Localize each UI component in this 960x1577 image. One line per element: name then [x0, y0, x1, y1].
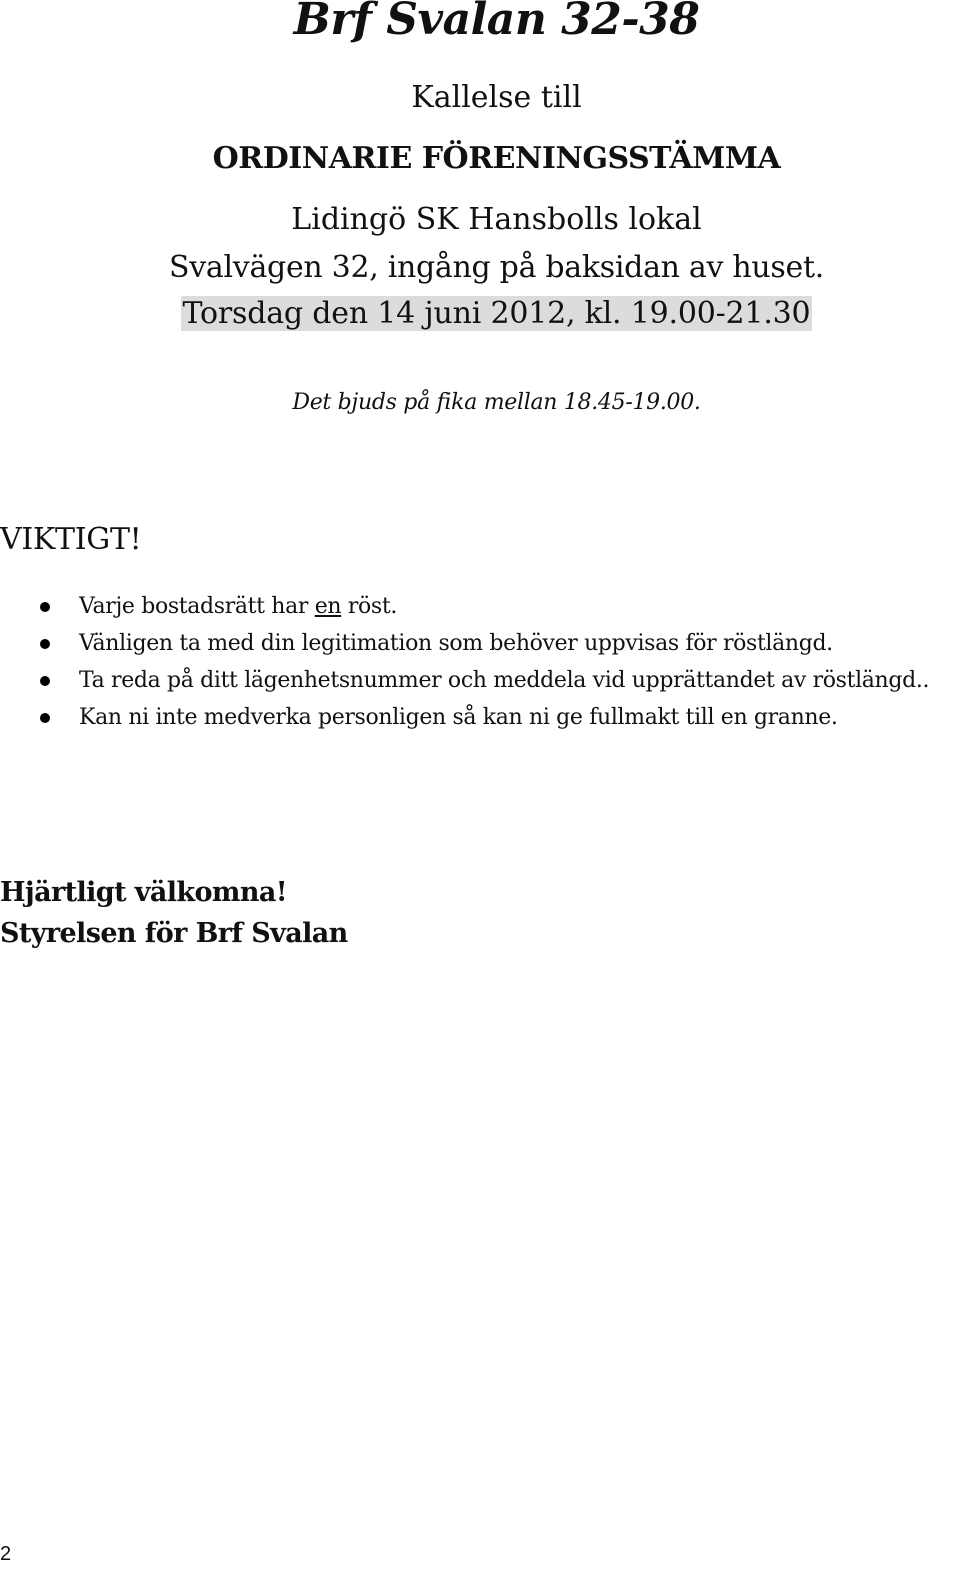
list-item	[0, 627, 929, 664]
page-number: 2	[0, 1543, 12, 1565]
bullet-icon	[40, 602, 50, 612]
bullet-icon	[40, 676, 50, 686]
list-item	[0, 701, 929, 738]
fika-note: Det bjuds på fika mellan 18.45-19.00.	[292, 390, 701, 415]
list-item	[0, 664, 929, 701]
document-title: Brf Svalan 32-38	[293, 0, 700, 45]
bullet-icon	[40, 713, 50, 723]
invitation-label: Kallelse till	[411, 80, 582, 115]
datetime-line	[0, 296, 960, 331]
meeting-name: ORDINARIE FÖRENINGSSTÄMMA	[212, 141, 781, 176]
list-item-text: Ta reda på ditt lägenhetsnummer och meddela vid upprättandet av röstlängd..	[79, 668, 930, 693]
closing-block	[0, 872, 348, 954]
list-item	[0, 590, 929, 627]
list-item-text: Kan ni inte medverka personligen så kan ni ge fullmakt till en granne.	[79, 705, 838, 730]
important-heading: VIKTIGT!	[0, 522, 142, 557]
signature-text: Styrelsen för Brf Svalan	[0, 918, 348, 949]
list-item-text-after: röst.	[341, 594, 397, 619]
list-item-text: Vänligen ta med din legitimation som behöver uppvisas för röstlängd.	[79, 631, 833, 656]
list-item-underlined: en	[314, 594, 342, 619]
important-list	[0, 590, 929, 738]
venue: Lidingö SK Hansbolls lokal	[291, 202, 702, 237]
address: Svalvägen 32, ingång på baksidan av huset.	[169, 250, 824, 285]
bullet-icon	[40, 639, 50, 649]
datetime-highlight: Torsdag den 14 juni 2012, kl. 19.00-21.30	[182, 296, 811, 331]
welcome-text: Hjärtligt välkomna!	[0, 877, 288, 908]
list-item-text-before: Varje bostadsrätt har	[79, 594, 315, 619]
